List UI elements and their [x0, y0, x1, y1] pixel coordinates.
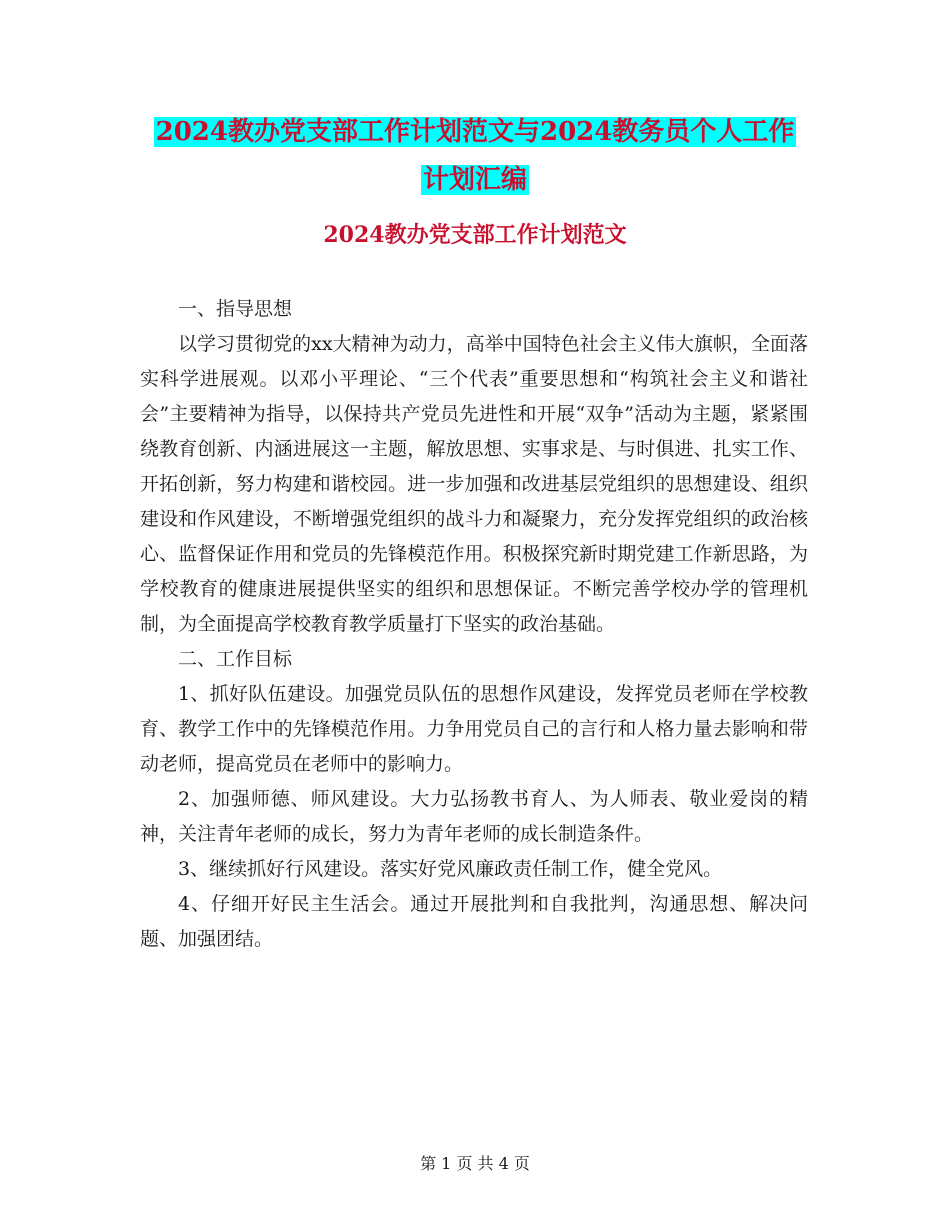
section-title: 2024教办党支部工作计划范文: [323, 222, 627, 248]
paragraph-guiding-ideology: 以学习贯彻党的xx大精神为动力，高举中国特色社会主义伟大旗帜，全面落实科学进展观。以邓小平理论、“三个代表”重要思想和“构筑社会主义和谐社会”主要精神为指导，以保持共产党员先进性和开展“双争”活动为主题，紧紧围绕教育创新、内涵进展这一主题，解放思想、实事求是、与时俱进、扎实工作、开拓创新，努力构建和谐校园。进一步加强和改进基层党组织的思想建设、组织建设和作风建设，不断增强党组织的战斗力和凝聚力，充分发挥党组织的政治核心、监督保证作用和党员的先锋模范作用。积极探究新时期党建工作新思路，为学校教育的健康进展提供坚实的组织和思想保证。不断完善学校办学的管理机制，为全面提高学校教育教学质量打下坚实的政治基础。: [140, 333, 808, 635]
paragraph-goal-4: 4、仔细开好民主生活会。通过开展批判和自我批判，沟通思想、解决问题、加强团结。: [140, 893, 808, 950]
document-body: [140, 292, 808, 957]
document-title-line-1: 2024教办党支部工作计划范文与2024教务员个人工作: [155, 117, 795, 147]
document-title: [0, 108, 950, 204]
page-footer: 第 1 页 共 4 页: [420, 1154, 530, 1173]
document-title-line-2: 计划汇编: [422, 165, 527, 195]
heading-guiding-ideology: 一、指导思想: [178, 298, 293, 320]
heading-work-goals: 二、工作目标: [178, 648, 293, 670]
paragraph-goal-2: 2、加强师德、师风建设。大力弘扬教书育人、为人师表、敬业爱岗的精神，关注青年老师的成长，努力为青年老师的成长制造条件。: [140, 788, 808, 845]
paragraph-goal-1: 1、抓好队伍建设。加强党员队伍的思想作风建设，发挥党员老师在学校教育、教学工作中的先锋模范作用。力争用党员自己的言行和人格力量去影响和带动老师，提高党员在老师中的影响力。: [140, 683, 808, 775]
paragraph-goal-3: 3、继续抓好行风建设。落实好党风廉政责任制工作，健全党风。: [178, 858, 723, 880]
